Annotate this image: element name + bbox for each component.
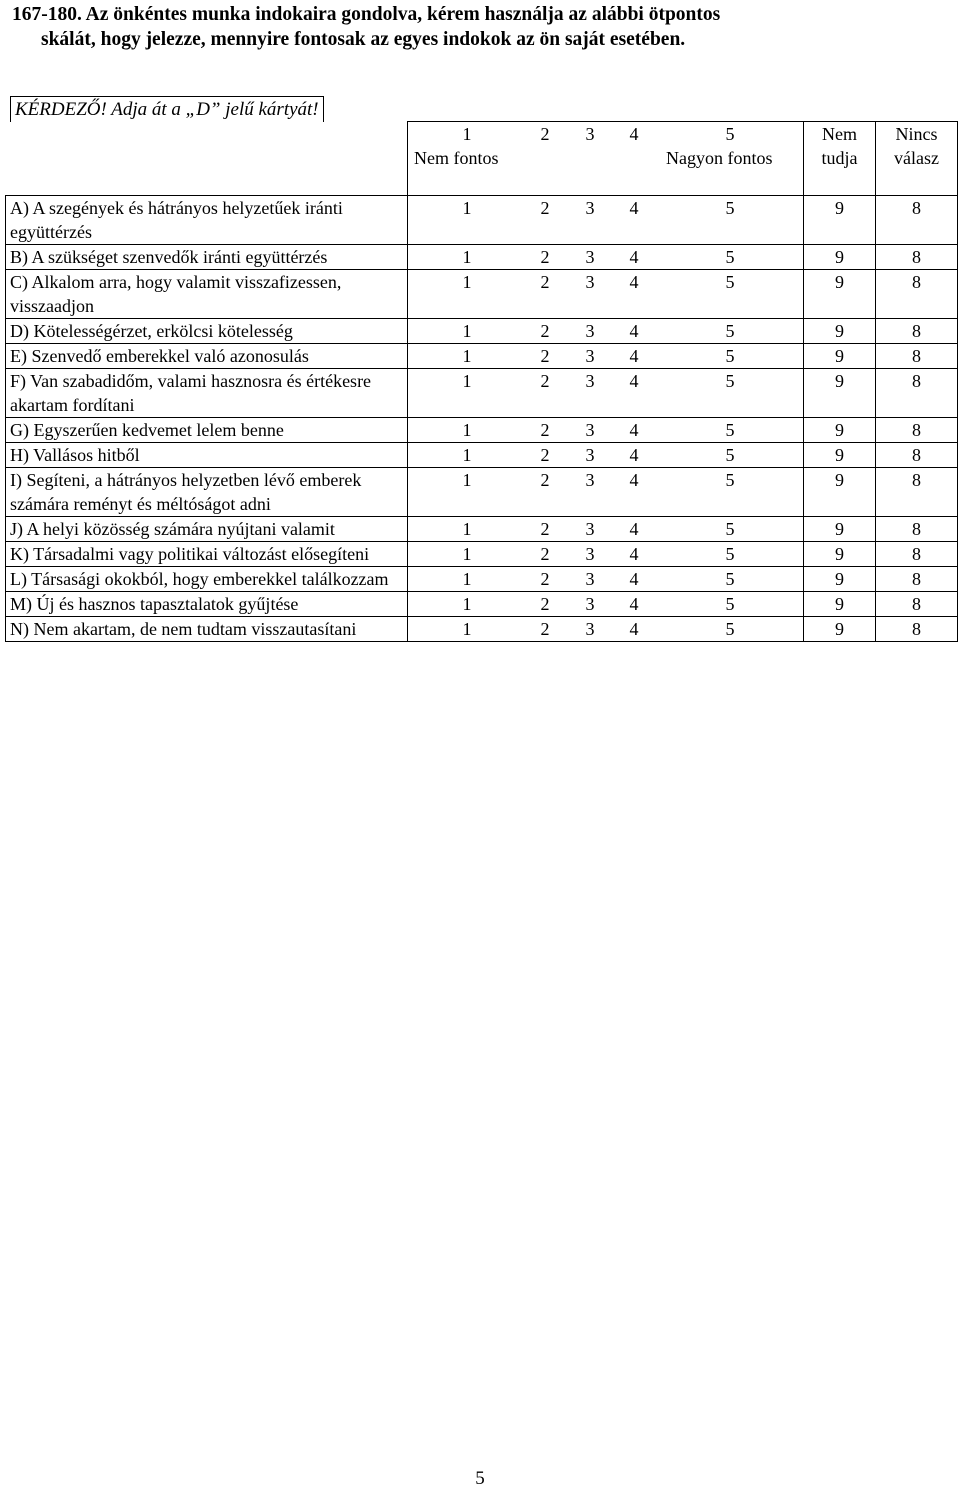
nem-tudja-option: 9 bbox=[804, 443, 876, 468]
scale-option-1: 1 bbox=[462, 594, 472, 614]
scale-option-5: 5 bbox=[725, 198, 735, 218]
table-row bbox=[6, 542, 958, 567]
scale-option-5: 5 bbox=[725, 420, 735, 440]
header-nem-tudja: Nem tudja bbox=[804, 122, 876, 196]
scale-option-3: 3 bbox=[585, 445, 595, 465]
scale-option-2: 2 bbox=[540, 619, 550, 639]
nincs-valasz-option: 8 bbox=[876, 617, 958, 642]
row-scale-cell bbox=[408, 418, 804, 443]
scale-option-2: 2 bbox=[540, 519, 550, 539]
scale-high-label: Nagyon fontos bbox=[666, 148, 773, 168]
table-row bbox=[6, 344, 958, 369]
scale-option-3: 3 bbox=[585, 569, 595, 589]
nincs-valasz-option: 8 bbox=[876, 418, 958, 443]
scale-option-4: 4 bbox=[629, 544, 639, 564]
scale-option-4: 4 bbox=[629, 445, 639, 465]
header-scale-5: 5 bbox=[725, 124, 735, 144]
nem-tudja-option: 9 bbox=[804, 319, 876, 344]
nem-tudja-option: 9 bbox=[804, 567, 876, 592]
scale-option-3: 3 bbox=[585, 272, 595, 292]
scale-option-1: 1 bbox=[462, 519, 472, 539]
table-row bbox=[6, 468, 958, 517]
table-body bbox=[6, 122, 958, 642]
header-row bbox=[6, 122, 958, 196]
scale-option-2: 2 bbox=[540, 594, 550, 614]
scale-option-4: 4 bbox=[629, 619, 639, 639]
table-row bbox=[6, 270, 958, 319]
scale-option-5: 5 bbox=[725, 346, 735, 366]
table-row bbox=[6, 196, 958, 245]
row-scale-cell bbox=[408, 369, 804, 418]
scale-option-2: 2 bbox=[540, 247, 550, 267]
nem-tudja-option: 9 bbox=[804, 245, 876, 270]
scale-option-1: 1 bbox=[462, 544, 472, 564]
row-label: L) Társasági okokból, hogy emberekkel találkozzam bbox=[6, 567, 408, 592]
row-label: N) Nem akartam, de nem tudtam visszautasítani bbox=[6, 617, 408, 642]
row-label: G) Egyszerűen kedvemet lelem benne bbox=[6, 418, 408, 443]
scale-option-3: 3 bbox=[585, 594, 595, 614]
row-scale-cell bbox=[408, 617, 804, 642]
scale-option-3: 3 bbox=[585, 420, 595, 440]
scale-option-1: 1 bbox=[462, 445, 472, 465]
scale-option-2: 2 bbox=[540, 321, 550, 341]
scale-option-2: 2 bbox=[540, 346, 550, 366]
scale-option-5: 5 bbox=[725, 594, 735, 614]
scale-option-4: 4 bbox=[629, 321, 639, 341]
nincs-valasz-option: 8 bbox=[876, 196, 958, 245]
nincs-valasz-option: 8 bbox=[876, 344, 958, 369]
row-scale-cell bbox=[408, 270, 804, 319]
nem-tudja-option: 9 bbox=[804, 270, 876, 319]
question-heading bbox=[12, 2, 952, 52]
row-scale-cell bbox=[408, 245, 804, 270]
scale-option-4: 4 bbox=[629, 420, 639, 440]
scale-option-1: 1 bbox=[462, 470, 472, 490]
scale-option-3: 3 bbox=[585, 198, 595, 218]
scale-low-label: Nem fontos bbox=[414, 148, 499, 168]
row-scale-cell bbox=[408, 443, 804, 468]
nincs-valasz-option: 8 bbox=[876, 270, 958, 319]
scale-option-5: 5 bbox=[725, 544, 735, 564]
row-label: C) Alkalom arra, hogy valamit visszafizessen, visszaadjon bbox=[6, 270, 408, 319]
nem-tudja-option: 9 bbox=[804, 369, 876, 418]
header-blank-cell bbox=[6, 122, 408, 196]
scale-option-5: 5 bbox=[725, 272, 735, 292]
scale-option-2: 2 bbox=[540, 445, 550, 465]
scale-option-3: 3 bbox=[585, 619, 595, 639]
scale-option-2: 2 bbox=[540, 569, 550, 589]
row-label: E) Szenvedő emberekkel való azonosulás bbox=[6, 344, 408, 369]
scale-option-5: 5 bbox=[725, 619, 735, 639]
nem-tudja-option: 9 bbox=[804, 592, 876, 617]
scale-option-4: 4 bbox=[629, 346, 639, 366]
row-scale-cell bbox=[408, 344, 804, 369]
scale-option-3: 3 bbox=[585, 544, 595, 564]
row-label: D) Kötelességérzet, erkölcsi kötelesség bbox=[6, 319, 408, 344]
motivation-rating-table bbox=[5, 121, 958, 642]
nincs-valasz-option: 8 bbox=[876, 567, 958, 592]
row-scale-cell bbox=[408, 468, 804, 517]
table-row bbox=[6, 517, 958, 542]
scale-option-4: 4 bbox=[629, 198, 639, 218]
scale-option-1: 1 bbox=[462, 371, 472, 391]
scale-option-4: 4 bbox=[629, 470, 639, 490]
scale-option-3: 3 bbox=[585, 371, 595, 391]
scale-option-1: 1 bbox=[462, 420, 472, 440]
table-row bbox=[6, 369, 958, 418]
header-scale-4: 4 bbox=[629, 124, 639, 144]
scale-option-1: 1 bbox=[462, 321, 472, 341]
scale-option-1: 1 bbox=[462, 247, 472, 267]
table-row bbox=[6, 617, 958, 642]
nincs-valasz-option: 8 bbox=[876, 592, 958, 617]
scale-option-3: 3 bbox=[585, 519, 595, 539]
header-nincs-valasz: Nincs válasz bbox=[876, 122, 958, 196]
scale-option-4: 4 bbox=[629, 519, 639, 539]
row-label: H) Vallásos hitből bbox=[6, 443, 408, 468]
header-scale-3: 3 bbox=[585, 124, 595, 144]
scale-option-2: 2 bbox=[540, 544, 550, 564]
scale-option-5: 5 bbox=[725, 445, 735, 465]
nem-tudja-option: 9 bbox=[804, 468, 876, 517]
table-row bbox=[6, 319, 958, 344]
scale-option-3: 3 bbox=[585, 247, 595, 267]
row-scale-cell bbox=[408, 319, 804, 344]
scale-option-5: 5 bbox=[725, 321, 735, 341]
scale-option-1: 1 bbox=[462, 272, 472, 292]
header-scale-2: 2 bbox=[540, 124, 550, 144]
nem-tudja-option: 9 bbox=[804, 418, 876, 443]
scale-option-4: 4 bbox=[629, 272, 639, 292]
nincs-valasz-option: 8 bbox=[876, 517, 958, 542]
page-number: 5 bbox=[475, 1468, 485, 1489]
nincs-valasz-option: 8 bbox=[876, 468, 958, 517]
row-scale-cell bbox=[408, 196, 804, 245]
scale-option-3: 3 bbox=[585, 470, 595, 490]
row-scale-cell bbox=[408, 567, 804, 592]
nem-tudja-option: 9 bbox=[804, 517, 876, 542]
nincs-valasz-option: 8 bbox=[876, 369, 958, 418]
row-label: M) Új és hasznos tapasztalatok gyűjtése bbox=[6, 592, 408, 617]
table-row bbox=[6, 443, 958, 468]
scale-option-2: 2 bbox=[540, 272, 550, 292]
scale-option-3: 3 bbox=[585, 321, 595, 341]
scale-option-4: 4 bbox=[629, 371, 639, 391]
scale-option-4: 4 bbox=[629, 247, 639, 267]
interviewer-instruction: KÉRDEZŐ! Adja át a „D” jelű kártyát! bbox=[10, 96, 324, 122]
scale-option-4: 4 bbox=[629, 594, 639, 614]
scale-option-5: 5 bbox=[725, 519, 735, 539]
nincs-valasz-option: 8 bbox=[876, 443, 958, 468]
scale-option-4: 4 bbox=[629, 569, 639, 589]
scale-option-1: 1 bbox=[462, 619, 472, 639]
scale-option-5: 5 bbox=[725, 569, 735, 589]
row-label: B) A szükséget szenvedők iránti együttérzés bbox=[6, 245, 408, 270]
nincs-valasz-option: 8 bbox=[876, 319, 958, 344]
nincs-valasz-option: 8 bbox=[876, 542, 958, 567]
row-label: A) A szegények és hátrányos helyzetűek iránti együttérzés bbox=[6, 196, 408, 245]
scale-option-3: 3 bbox=[585, 346, 595, 366]
header-scale-cell bbox=[408, 122, 804, 196]
nem-tudja-option: 9 bbox=[804, 344, 876, 369]
row-label: I) Segíteni, a hátrányos helyzetben lévő emberek számára reményt és méltóságot adni bbox=[6, 468, 408, 517]
scale-option-1: 1 bbox=[462, 198, 472, 218]
nem-tudja-option: 9 bbox=[804, 617, 876, 642]
scale-option-2: 2 bbox=[540, 470, 550, 490]
nem-tudja-option: 9 bbox=[804, 196, 876, 245]
table-row bbox=[6, 418, 958, 443]
scale-option-2: 2 bbox=[540, 198, 550, 218]
header-scale-1: 1 bbox=[462, 124, 472, 144]
scale-option-2: 2 bbox=[540, 420, 550, 440]
row-scale-cell bbox=[408, 542, 804, 567]
row-label: J) A helyi közösség számára nyújtani valamit bbox=[6, 517, 408, 542]
row-label: F) Van szabadidőm, valami hasznosra és értékesre akartam fordítani bbox=[6, 369, 408, 418]
row-scale-cell bbox=[408, 592, 804, 617]
heading-line-2: skálát, hogy jelezze, mennyire fontosak az egyes indokok az ön saját esetében. bbox=[41, 29, 686, 50]
table-row bbox=[6, 567, 958, 592]
nem-tudja-option: 9 bbox=[804, 542, 876, 567]
table-row bbox=[6, 592, 958, 617]
scale-option-1: 1 bbox=[462, 346, 472, 366]
row-scale-cell bbox=[408, 517, 804, 542]
table-row bbox=[6, 245, 958, 270]
nincs-valasz-option: 8 bbox=[876, 245, 958, 270]
heading-line-1: 167-180. Az önkéntes munka indokaira gondolva, kérem használja az alábbi ötpontos bbox=[12, 4, 721, 25]
row-label: K) Társadalmi vagy politikai változást elősegíteni bbox=[6, 542, 408, 567]
scale-option-2: 2 bbox=[540, 371, 550, 391]
scale-option-5: 5 bbox=[725, 247, 735, 267]
scale-option-1: 1 bbox=[462, 569, 472, 589]
scale-option-5: 5 bbox=[725, 470, 735, 490]
scale-option-5: 5 bbox=[725, 371, 735, 391]
